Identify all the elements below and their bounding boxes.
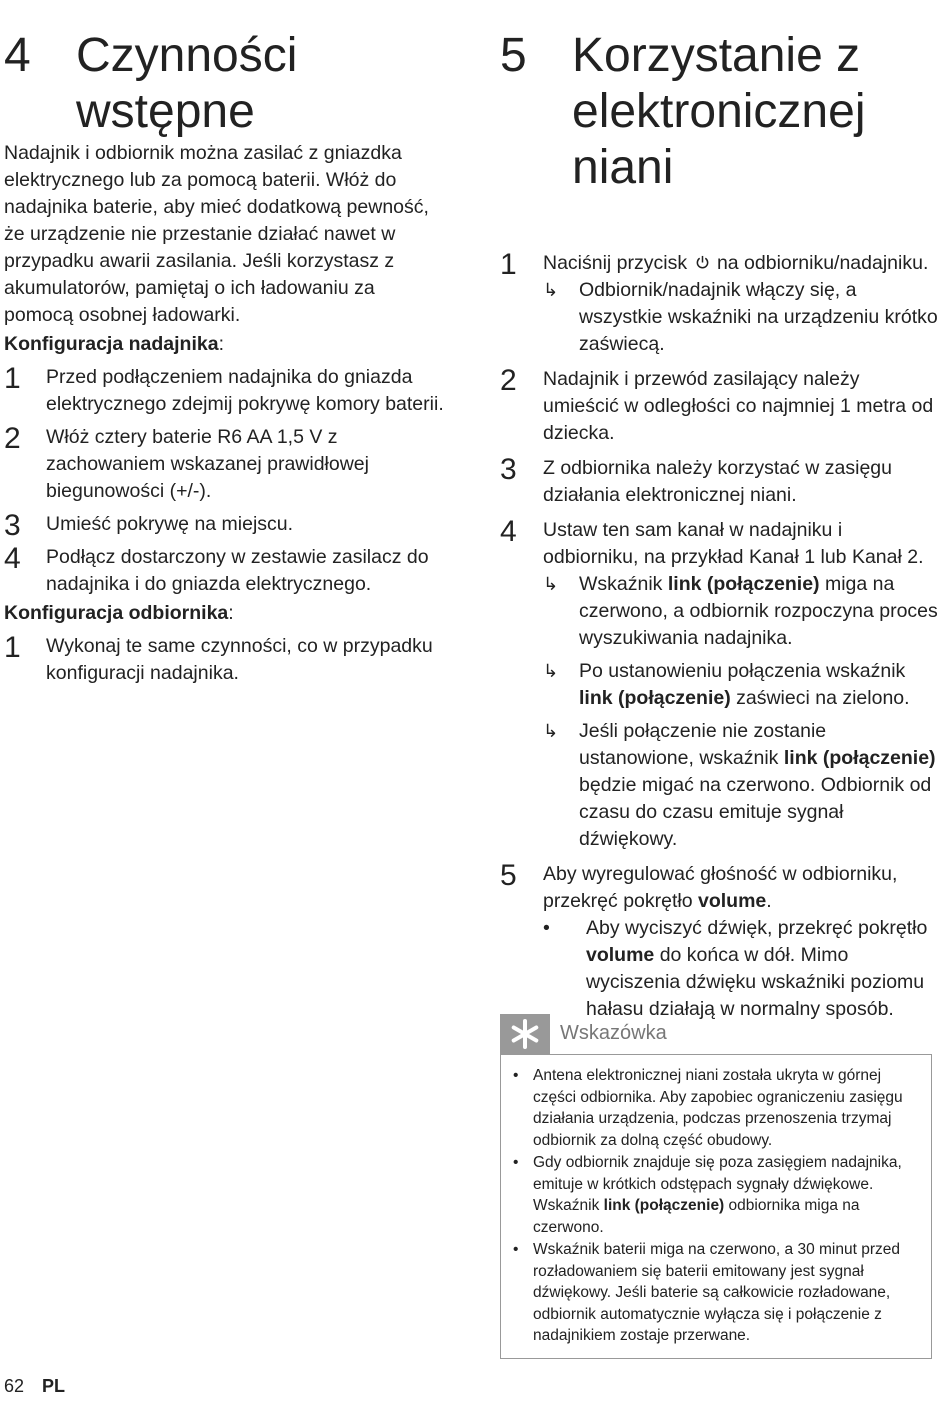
use-step-4: 4 Ustaw ten sam kanał w nadajniku i odbiorniku, na przykład Kanał 1 lub Kanał 2. bbox=[500, 515, 924, 568]
chapter-title: Korzystanie z elektronicznej niani bbox=[572, 29, 866, 194]
use-step-1: 1 Naciśnij przycisk na odbiorniku/nadajniku. bbox=[500, 248, 929, 281]
receiver-setup-heading: Konfiguracja odbiornika: bbox=[4, 602, 234, 624]
tip-title: Wskazówka bbox=[560, 1022, 667, 1044]
tip-box bbox=[500, 1014, 932, 1359]
result-arrow-icon: ↳ bbox=[543, 661, 559, 681]
use-step-4-result-3: ↳ Jeśli połączenie nie zostanie ustanowione, wskaźnik link (połączenie) będzie migać na czerwono. Odbiornik od czasu do czasu emituje sygnał dźwiękowy. bbox=[543, 720, 936, 850]
page-footer bbox=[4, 1376, 65, 1397]
use-step-2: 2 Nadajnik i przewód zasilający należy umieścić w odległości co najmniej 1 metra od dziecka. bbox=[500, 364, 934, 444]
use-step-5: 5 Aby wyregulować głośność w odbiorniku, przekręć pokrętło volume. bbox=[500, 859, 898, 912]
tx-step-1: 1 Przed podłączeniem nadajnika do gniazda elektrycznego zdejmij pokrywę komory baterii. bbox=[4, 362, 444, 415]
chapter-number: 5 bbox=[500, 29, 527, 82]
tip-item: • Gdy odbiornik znajduje się poza zasięgiem nadajnika, emituje w krótkich odstępach sygnały dźwiękowe. Wskaźnik link (połączenie) odbiornika miga na czerwono. bbox=[513, 1154, 902, 1236]
chapter-title: Czynności wstępne bbox=[76, 29, 298, 138]
use-step-3: 3 Z odbiornika należy korzystać w zasięgu działania elektronicznej niani. bbox=[500, 453, 892, 506]
tip-content bbox=[500, 1054, 932, 1359]
chapter-4-heading bbox=[4, 28, 444, 140]
transmitter-setup-heading: Konfiguracja nadajnika: bbox=[4, 333, 224, 355]
use-step-4-result-2: ↳ Po ustanowieniu połączenia wskaźnik link (połączenie) zaświeci na zielono. bbox=[543, 660, 910, 709]
tx-step-4: 4 Podłącz dostarczony w zestawie zasilacz do nadajnika i do gniazda elektrycznego. bbox=[4, 542, 429, 595]
intro-paragraph: Nadajnik i odbiornik można zasilać z gniazdka elektrycznego lub za pomocą baterii. Włóż do nadajnika baterie, aby mieć dodatkową pewność, że urządzenie nie przestanie działać nawet w przypadku awarii zasilania. Jeśli korzystasz z akumulatorów, pamiętaj o ich ładowaniu za pomocą osobnej ładowarki. bbox=[4, 142, 429, 326]
page-number: 62 bbox=[4, 1376, 25, 1396]
power-icon bbox=[695, 255, 710, 270]
tip-item: • Antena elektronicznej niani została ukryta w górnej części odbiornika. Aby zapobiec ograniczeniu zasięgu działania urządzenia, podczas przenoszenia trzymaj odbiornik za dolną część obudowy. bbox=[513, 1067, 903, 1149]
tx-step-2: 2 Włóż cztery baterie R6 AA 1,5 V z zachowaniem wskazanej prawidłowej biegunowości (+/-). bbox=[4, 422, 369, 502]
result-arrow-icon: ↳ bbox=[543, 574, 559, 594]
language-code: PL bbox=[42, 1376, 66, 1396]
use-step-1-result: ↳ Odbiornik/nadajnik włączy się, a wszystkie wskaźniki na urządzeniu krótko zaświecą. bbox=[543, 279, 938, 355]
chapter-5-heading bbox=[500, 28, 940, 196]
rx-step-1: 1 Wykonaj te same czynności, co w przypadku konfiguracji nadajnika. bbox=[4, 631, 433, 684]
tip-item: • Wskaźnik baterii miga na czerwono, a 30 minut przed rozładowaniem się baterii emitowany jest sygnał dźwiękowy. Jeśli baterie są całkowicie rozładowane, odbiornik automatycznie wyłącza się i połączenie z nadajnikiem zostaje przerwane. bbox=[513, 1241, 900, 1344]
tx-step-3: 3 Umieść pokrywę na miejscu. bbox=[4, 509, 294, 542]
right-column bbox=[500, 0, 940, 1023]
left-column bbox=[4, 0, 444, 687]
bullet-dot: • bbox=[543, 917, 550, 939]
use-step-5-bullet: • Aby wyciszyć dźwięk, przekręć pokrętło volume do końca w dół. Mimo wyciszenia dźwięku wskaźniki poziomu hałasu działają w normalny sposób. bbox=[543, 917, 928, 1020]
result-arrow-icon: ↳ bbox=[543, 280, 559, 300]
use-step-4-result-1: ↳ Wskaźnik link (połączenie) miga na czerwono, a odbiornik rozpoczyna proces wyszukiwania nadajnika. bbox=[543, 573, 938, 649]
result-arrow-icon: ↳ bbox=[543, 721, 559, 741]
chapter-number: 4 bbox=[4, 29, 31, 82]
tip-header bbox=[500, 1014, 932, 1054]
asterisk-icon bbox=[500, 1014, 550, 1054]
